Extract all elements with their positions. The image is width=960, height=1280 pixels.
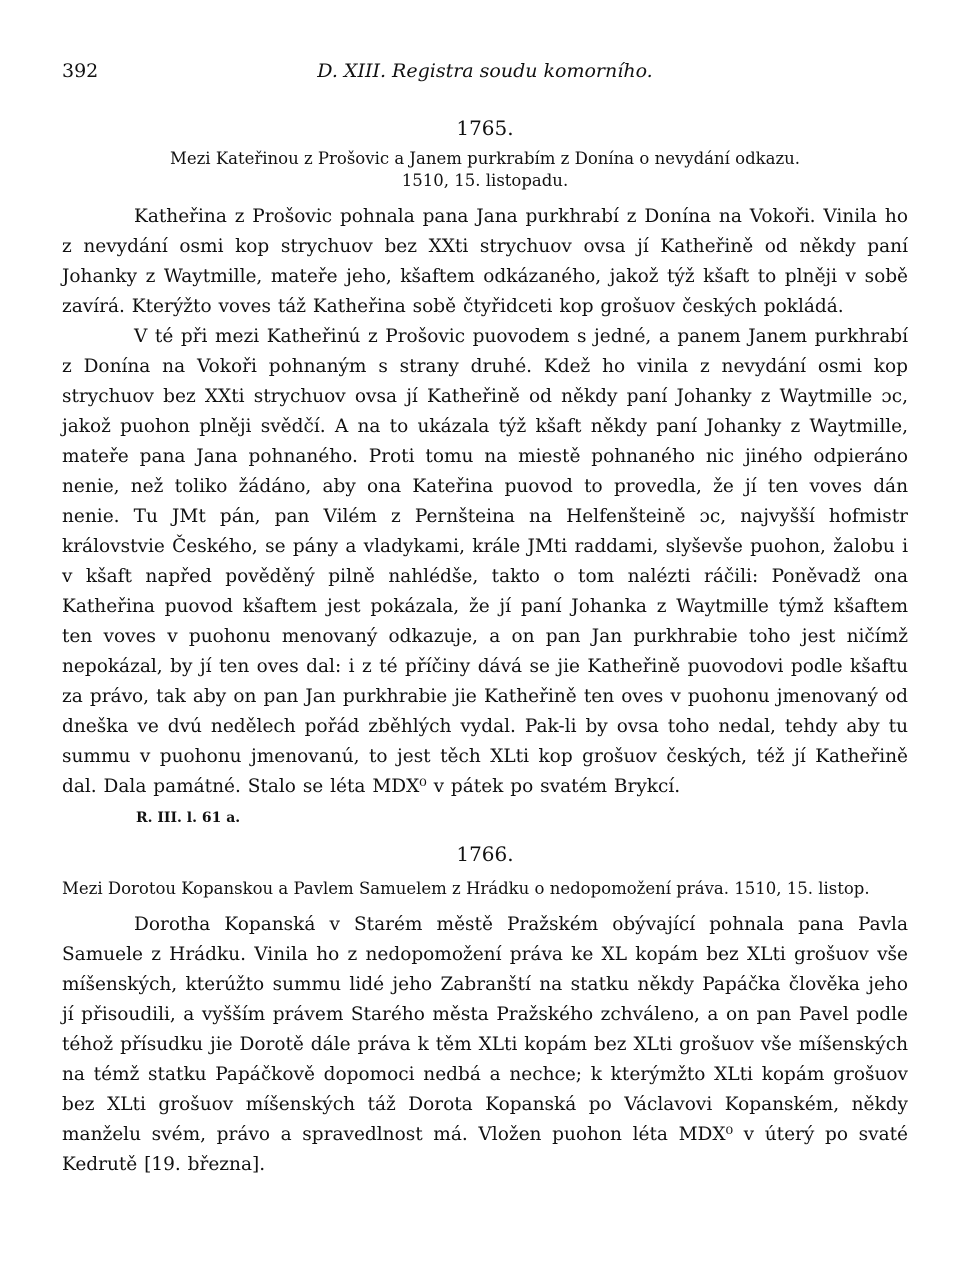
entry-number: 1765. [456, 116, 514, 140]
entry-paragraph: V té při mezi Katheřinú z Prošovic puovodem s jedné, a panem Janem purkhrabí z Donína na Vokoři pohnaným s strany druhé. Kdež ho vinila z nevydání osmi kop strychuov bez XXti strychuov ovsa jí Katheřině od někdy paní Johanky z Waytmille ɔc, jakož puohon plněji svědčí. A na to ukázala týž kšaft někdy paní Johanky z Waytmille, mateře pana Jana pohnaného. Proti tomu na miestě pohnaného nic jiného odpieráno nenie, než toliko žádáno, aby ona Kateřina puovod to provedla, že jí ten voves dán nenie. Tu JMt pán, pan Vilém z Pernšteina na Helfenšteině ɔc, najvyšší hofmistr královstvie Českého, se pány a vladykami, krále JMti raddami, slyševše puohon, žalobu i v kšaft napřed pověděný pilně nahlédše, takto o tom nalézti ráčili: Poněvadž ona Katheřina puovod kšaftem jest pokázala, že jí paní Johanka z Waytmille týmž kšaftem ten voves v puohonu menovaný odkazuje, a on pan Jan purkhrabie toho jest ničímž nepokázal, by jí ten oves dal: i z té příčiny dává se jie Katheřině puovodovi podle kšaftu za právo, tak aby on pan Jan purkhrabie jie Katheřině ten oves v puohonu jmenovaný od dneška ve dvú nedělech pořád zběhlých vydal. Pak-li by ovsa toho nedal, tehdy aby tu summu v puohonu jmenovanú, to jest těch XLti kop grošuov českých, též jí Katheřině dal. Dala památné. Stalo se léta MDX⁰ v pátek po svatém Brykcí. [62, 326, 908, 797]
source-citation: R. III. l. 61 a. [136, 810, 241, 826]
entry-number: 1766. [456, 842, 514, 866]
entry-heading: Mezi Kateřinou z Prošovic a Janem purkrabím z Donína o nevydání odkazu. [169, 149, 801, 168]
running-title: D. XIII. Registra soudu komorního. [317, 60, 653, 82]
page-number: 392 [62, 60, 99, 82]
entry-1766 [62, 842, 908, 1180]
entry-paragraph: Katheřina z Prošovic pohnala pana Jana purkhrabí z Donína na Vokoři. Vinila ho z nevydání osmi kop strychuov bez XXti strychuov ovsa jí Katheřině od někdy paní Johanky z Waytmille, mateře jeho, kšaftem odkázaného, jakož týž kšaft to plněji v sobě zavírá. Kterýžto voves táž Katheřina sobě čtyřidceti kop grošuov českých pokládá. [62, 206, 908, 317]
entry-paragraph: Dorotha Kopanská v Starém městě Pražském obývající pohnala pana Pavla Samuele z Hrádku. Vinila ho z nedopomožení práva ke XL kopám bez XLti grošuov vše míšenských, kterúžto summu lidé jeho Zabranští na statku někdy Papáčka člověka jeho jí přisoudili, a vyšším právem Starého města Pražského zchváleno, a on pan Pavel podle téhož přísudku jie Dorotě dále práva k těm XLti kopám bez XLti grošuov vše míšenských na témž statku Papáčkově dopomoci nedbá a nechce; k kterýmžto XLti kopám grošuov bez XLti grošuov míšenských táž Dorota Kopanská po Václavovi Kopanském, někdy manželu svém, právo a spravedlnost má. Vložen puohon léta MDX⁰ v úterý po svaté Kedrutě [19. března]. [62, 914, 908, 1175]
entry-1765 [62, 116, 908, 826]
entry-heading: Mezi Dorotou Kopanskou a Pavlem Samuelem z Hrádku o nedopomožení práva. 1510, 15. listop. [62, 879, 870, 898]
page-header [62, 60, 908, 90]
entry-date: 1510, 15. listopadu. [401, 171, 569, 190]
document-page [62, 60, 908, 1180]
